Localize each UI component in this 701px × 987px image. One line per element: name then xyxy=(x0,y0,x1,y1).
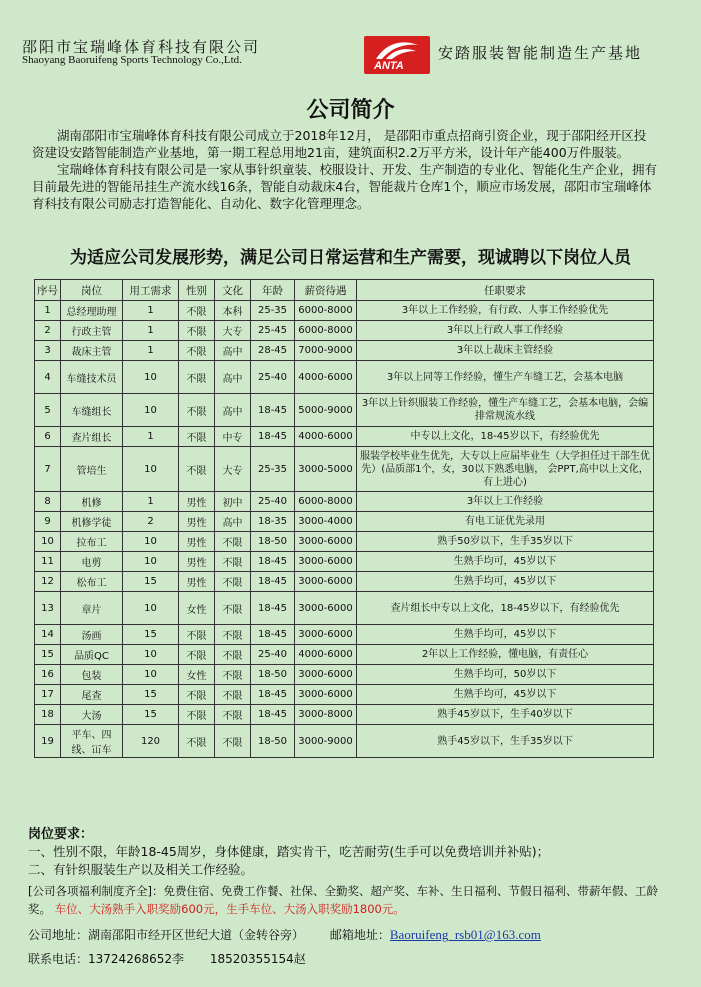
header-pay: 薪资待遇 xyxy=(295,280,357,301)
row-post: 车缝组长 xyxy=(61,394,123,427)
row-edu: 高中 xyxy=(215,361,251,394)
row-pay: 6000-8000 xyxy=(295,321,357,341)
row-edu: 高中 xyxy=(215,341,251,361)
row-count: 120 xyxy=(123,725,179,758)
row-sex: 不限 xyxy=(179,645,215,665)
table-row xyxy=(35,447,654,492)
page-title: 公司简介 xyxy=(306,97,395,123)
row-no: 1 xyxy=(35,301,61,321)
row-post: 行政主管 xyxy=(61,321,123,341)
row-edu: 不限 xyxy=(215,645,251,665)
jobs-table xyxy=(34,279,654,758)
company-name-cn: 邵阳市宝瑞峰体育科技有限公司 xyxy=(22,38,261,56)
row-no: 8 xyxy=(35,492,61,512)
row-count: 1 xyxy=(123,341,179,361)
requirement-line-2: 二、有针织服装生产以及相关工作经验。 xyxy=(28,862,254,877)
table-row xyxy=(35,725,654,758)
row-count: 1 xyxy=(123,321,179,341)
row-no: 3 xyxy=(35,341,61,361)
row-pay: 3000-8000 xyxy=(295,705,357,725)
table-row xyxy=(35,394,654,427)
row-age: 25-40 xyxy=(251,492,295,512)
row-pay: 5000-9000 xyxy=(295,394,357,427)
row-pay: 3000-6000 xyxy=(295,572,357,592)
row-pay: 3000-9000 xyxy=(295,725,357,758)
row-sex: 不限 xyxy=(179,725,215,758)
row-count: 10 xyxy=(123,592,179,625)
row-no: 16 xyxy=(35,665,61,685)
row-count: 1 xyxy=(123,427,179,447)
row-edu: 大专 xyxy=(215,447,251,492)
row-post: 总经理助理 xyxy=(61,301,123,321)
row-count: 10 xyxy=(123,361,179,394)
row-pay: 3000-5000 xyxy=(295,447,357,492)
row-edu: 不限 xyxy=(215,725,251,758)
row-pay: 3000-6000 xyxy=(295,532,357,552)
row-pay: 4000-6000 xyxy=(295,427,357,447)
table-row xyxy=(35,512,654,532)
row-age: 18-50 xyxy=(251,532,295,552)
header-edu: 文化 xyxy=(215,280,251,301)
row-post: 包装 xyxy=(61,665,123,685)
row-req: 生熟手均可，45岁以下 xyxy=(357,625,654,645)
table-row xyxy=(35,685,654,705)
row-age: 18-45 xyxy=(251,705,295,725)
row-req: 3年以上工作经验，有行政、人事工作经验优先 xyxy=(357,301,654,321)
row-req: 生熟手均可，50岁以下 xyxy=(357,665,654,685)
row-pay: 6000-8000 xyxy=(295,301,357,321)
table-row xyxy=(35,645,654,665)
base-name: 安踏服装智能制造生产基地 xyxy=(438,44,643,62)
table-row xyxy=(35,492,654,512)
row-req: 3年以上针织服装工作经验，懂生产车缝工艺，会基本电脑，会编排常规流水线 xyxy=(357,394,654,427)
table-row xyxy=(35,665,654,685)
row-sex: 不限 xyxy=(179,625,215,645)
row-post: 电剪 xyxy=(61,552,123,572)
table-row xyxy=(35,625,654,645)
row-sex: 男性 xyxy=(179,492,215,512)
table-row xyxy=(35,321,654,341)
phone-1: 13724268652李 xyxy=(88,952,184,966)
row-edu: 高中 xyxy=(215,394,251,427)
row-sex: 不限 xyxy=(179,341,215,361)
row-req: 查片组长中专以上文化，18-45岁以下，有经验优先 xyxy=(357,592,654,625)
row-post: 汤画 xyxy=(61,625,123,645)
row-sex: 不限 xyxy=(179,394,215,427)
header-age: 年龄 xyxy=(251,280,295,301)
row-count: 10 xyxy=(123,552,179,572)
row-count: 10 xyxy=(123,532,179,552)
welfare-bonus: 车位、大汤熟手入职奖励600元，生手车位、大汤入职奖励1800元。 xyxy=(54,902,405,916)
row-no: 9 xyxy=(35,512,61,532)
row-count: 15 xyxy=(123,705,179,725)
row-pay: 6000-8000 xyxy=(295,492,357,512)
row-count: 1 xyxy=(123,301,179,321)
table-row xyxy=(35,552,654,572)
row-req: 生熟手均可，45岁以下 xyxy=(357,685,654,705)
logo-text: ANTA xyxy=(374,60,404,72)
row-no: 2 xyxy=(35,321,61,341)
row-pay: 3000-6000 xyxy=(295,552,357,572)
header xyxy=(0,0,701,80)
row-edu: 中专 xyxy=(215,427,251,447)
header-no: 序号 xyxy=(35,280,61,301)
row-age: 18-50 xyxy=(251,665,295,685)
row-no: 17 xyxy=(35,685,61,705)
row-no: 14 xyxy=(35,625,61,645)
row-age: 18-35 xyxy=(251,512,295,532)
row-count: 15 xyxy=(123,625,179,645)
row-req: 2年以上工作经验，懂电脑，有责任心 xyxy=(357,645,654,665)
row-edu: 不限 xyxy=(215,625,251,645)
row-req: 熟手50岁以下，生手35岁以下 xyxy=(357,532,654,552)
welfare-benefits: [公司各项福利制度齐全]：免费住宿、免费工作餐、社保、全勤奖、超产奖、车补、生日福利、节假日福利、带薪年假、工龄奖。 xyxy=(28,884,658,916)
row-no: 5 xyxy=(35,394,61,427)
table-row xyxy=(35,341,654,361)
row-age: 18-45 xyxy=(251,625,295,645)
intro-paragraph-2: 宝瑞峰体育科技有限公司是一家从事针织童装、校服设计、开发、生产制造的专业化、智能化生产企业，拥有目前最先进的智能吊挂生产流水线16条，智能自动裁床4台，智能裁片仓库1个，顺应市场发展，邵阳市宝瑞峰体育科技有限公司励志打造智能化、自动化、数字化管理理念。 xyxy=(32,162,658,211)
header-sex: 性别 xyxy=(179,280,215,301)
row-age: 18-45 xyxy=(251,592,295,625)
row-count: 15 xyxy=(123,685,179,705)
row-sex: 不限 xyxy=(179,427,215,447)
phone-line xyxy=(28,950,306,967)
row-post: 尾查 xyxy=(61,685,123,705)
row-edu: 高中 xyxy=(215,512,251,532)
row-pay: 3000-6000 xyxy=(295,665,357,685)
table-row xyxy=(35,572,654,592)
row-age: 18-45 xyxy=(251,572,295,592)
address-label: 公司地址： xyxy=(28,928,89,942)
table-row xyxy=(35,705,654,725)
row-edu: 不限 xyxy=(215,665,251,685)
row-pay: 3000-6000 xyxy=(295,685,357,705)
row-age: 18-45 xyxy=(251,685,295,705)
row-post: 机修 xyxy=(61,492,123,512)
row-sex: 女性 xyxy=(179,665,215,685)
row-pay: 3000-6000 xyxy=(295,625,357,645)
row-count: 10 xyxy=(123,394,179,427)
row-req: 熟手45岁以下，生手40岁以下 xyxy=(357,705,654,725)
row-sex: 不限 xyxy=(179,705,215,725)
anta-logo xyxy=(364,36,430,74)
row-req: 有电工证优先录用 xyxy=(357,512,654,532)
row-age: 18-50 xyxy=(251,725,295,758)
row-count: 1 xyxy=(123,492,179,512)
intro-paragraph-1: 湖南邵阳市宝瑞峰体育科技有限公司成立于2018年12月， 是邵阳市重点招商引资企业，现于邵阳经开区投资建设安踏智能制造产业基地，第一期工程总用地21亩，建筑面积2.2万平方米，设计年产能400万件服装。 xyxy=(32,128,647,160)
row-req: 3年以上裁床主管经验 xyxy=(357,341,654,361)
requirements-title: 岗位要求： xyxy=(28,827,94,842)
row-sex: 不限 xyxy=(179,321,215,341)
row-count: 10 xyxy=(123,645,179,665)
row-age: 25-35 xyxy=(251,301,295,321)
row-post: 裁床主管 xyxy=(61,341,123,361)
row-count: 2 xyxy=(123,512,179,532)
row-req: 3年以上工作经验 xyxy=(357,492,654,512)
row-age: 25-40 xyxy=(251,361,295,394)
row-edu: 不限 xyxy=(215,572,251,592)
row-sex: 不限 xyxy=(179,361,215,394)
row-edu: 不限 xyxy=(215,685,251,705)
row-no: 7 xyxy=(35,447,61,492)
row-req: 3年以上同等工作经验，懂生产车缝工艺，会基本电脑 xyxy=(357,361,654,394)
row-pay: 4000-6000 xyxy=(295,361,357,394)
row-req: 服装学校毕业生优先，大专以上应届毕业生（大学担任过干部生优先）(品质部1个，女，30以下熟悉电脑， 会PPT,高中以上文化，有上进心) xyxy=(357,447,654,492)
table-row xyxy=(35,427,654,447)
row-age: 25-45 xyxy=(251,321,295,341)
row-edu: 初中 xyxy=(215,492,251,512)
row-edu: 不限 xyxy=(215,552,251,572)
row-age: 25-40 xyxy=(251,645,295,665)
recruit-slogan: 为适应公司发展形势，满足公司日常运营和生产需要，现诚聘以下岗位人员 xyxy=(70,248,631,268)
row-pay: 3000-6000 xyxy=(295,592,357,625)
row-no: 11 xyxy=(35,552,61,572)
row-req: 熟手45岁以下，生手35岁以下 xyxy=(357,725,654,758)
row-no: 15 xyxy=(35,645,61,665)
row-age: 28-45 xyxy=(251,341,295,361)
header-post: 岗位 xyxy=(61,280,123,301)
row-count: 15 xyxy=(123,572,179,592)
row-sex: 女性 xyxy=(179,592,215,625)
table-row xyxy=(35,301,654,321)
welfare-text xyxy=(28,882,678,918)
mail-label: 邮箱地址： xyxy=(329,928,390,942)
company-intro xyxy=(32,127,657,212)
row-post: 拉布工 xyxy=(61,532,123,552)
mail-link[interactable]: Baoruifeng_rsb01@163.com xyxy=(389,927,541,942)
row-no: 13 xyxy=(35,592,61,625)
row-post: 机修学徒 xyxy=(61,512,123,532)
row-sex: 不限 xyxy=(179,301,215,321)
row-no: 18 xyxy=(35,705,61,725)
row-sex: 男性 xyxy=(179,512,215,532)
table-row xyxy=(35,532,654,552)
row-sex: 不限 xyxy=(179,685,215,705)
row-req: 3年以上行政人事工作经验 xyxy=(357,321,654,341)
table-header-row xyxy=(35,280,654,301)
row-req: 生熟手均可，45岁以下 xyxy=(357,572,654,592)
company-name-en: Shaoyang Baoruifeng Sports Technology Co.,Ltd. xyxy=(22,54,242,66)
header-count: 用工需求 xyxy=(123,280,179,301)
row-post: 查片组长 xyxy=(61,427,123,447)
row-post: 车缝技术员 xyxy=(61,361,123,394)
row-no: 6 xyxy=(35,427,61,447)
row-edu: 不限 xyxy=(215,532,251,552)
row-edu: 不限 xyxy=(215,592,251,625)
row-req: 中专以上文化，18-45岁以下，有经验优先 xyxy=(357,427,654,447)
row-post: 平车、四线、冚车 xyxy=(61,725,123,758)
requirement-line-1: 一、性别不限，年龄18-45周岁，身体健康，踏实肯干，吃苦耐劳(生手可以免费培训并补贴)； xyxy=(28,844,550,859)
row-edu: 不限 xyxy=(215,705,251,725)
anta-swoosh-icon xyxy=(372,39,422,61)
address-value: 湖南邵阳市经开区世纪大道（金转谷旁） xyxy=(88,928,305,942)
row-no: 12 xyxy=(35,572,61,592)
row-no: 19 xyxy=(35,725,61,758)
row-age: 18-45 xyxy=(251,394,295,427)
row-count: 10 xyxy=(123,665,179,685)
header-req: 任职要求 xyxy=(357,280,654,301)
address-line xyxy=(28,926,541,943)
table-row xyxy=(35,592,654,625)
phone-2: 18520355154赵 xyxy=(209,952,306,966)
row-age: 18-45 xyxy=(251,552,295,572)
row-sex: 男性 xyxy=(179,532,215,552)
row-no: 4 xyxy=(35,361,61,394)
row-post: 章片 xyxy=(61,592,123,625)
row-pay: 4000-6000 xyxy=(295,645,357,665)
row-pay: 7000-9000 xyxy=(295,341,357,361)
row-age: 25-35 xyxy=(251,447,295,492)
row-post: 品质QC xyxy=(61,645,123,665)
row-edu: 本科 xyxy=(215,301,251,321)
row-sex: 不限 xyxy=(179,447,215,492)
table-row xyxy=(35,361,654,394)
row-sex: 男性 xyxy=(179,552,215,572)
row-post: 大汤 xyxy=(61,705,123,725)
phone-label: 联系电话： xyxy=(28,952,89,966)
row-edu: 大专 xyxy=(215,321,251,341)
row-req: 生熟手均可，45岁以下 xyxy=(357,552,654,572)
row-post: 松布工 xyxy=(61,572,123,592)
row-sex: 男性 xyxy=(179,572,215,592)
row-age: 18-45 xyxy=(251,427,295,447)
row-post: 管培生 xyxy=(61,447,123,492)
row-pay: 3000-4000 xyxy=(295,512,357,532)
row-count: 10 xyxy=(123,447,179,492)
row-no: 10 xyxy=(35,532,61,552)
